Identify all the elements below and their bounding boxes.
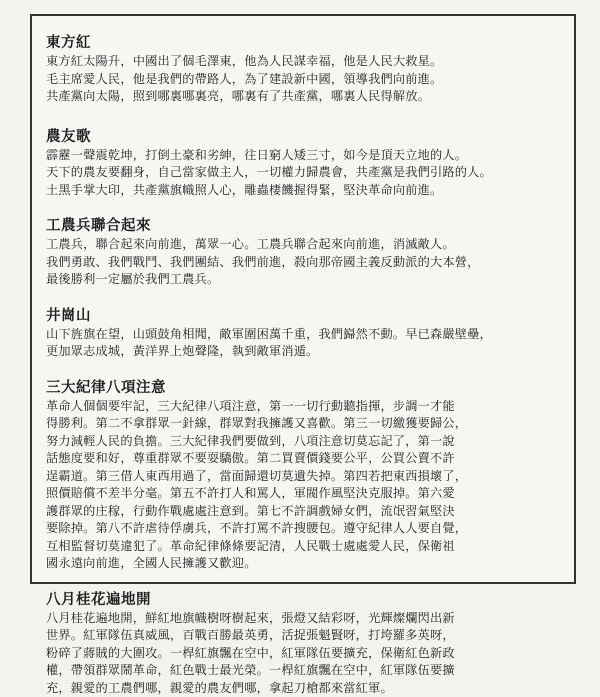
lyric-line: 山下旌旗在望，山頭鼓角相聞，敵軍圍困萬千重，我們巋然不動。早已森嚴壁壘， bbox=[46, 326, 564, 344]
lyric-line: 得勝利。第二不拿群眾一針線，群眾對我擁護又喜歡。第三一切繳獲要歸公， bbox=[46, 415, 564, 433]
lyric-line: 話態度要和好，尊重群眾不要耍驕傲。第二買賣價錢要公平，公買公賣不許 bbox=[46, 450, 564, 468]
lyric-line: 霹靂一聲震乾坤，打倒土豪和劣紳，往日窮人矮三寸，如今是頂天立地的人。 bbox=[46, 147, 564, 165]
song-section-jinggangshan bbox=[46, 307, 564, 361]
lyric-line: 充，親愛的工農們哪，親愛的農友們哪，拿起刀槍都來當紅軍。 bbox=[46, 680, 564, 697]
lyric-line: 東方紅太陽升，中國出了個毛澤東，他為人民謀幸福，他是人民大救星。 bbox=[46, 53, 564, 71]
lyric-line: 粉碎了蔣賊的大圍攻。一桿紅旗飄在空中，紅軍隊伍要擴充，保衛紅色新政 bbox=[46, 645, 564, 663]
lyric-line: 共產黨向太陽，照到哪裏哪裏亮，哪裏有了共產黨，哪裏人民得解放。 bbox=[46, 88, 564, 106]
song-section-nongyouge bbox=[46, 128, 564, 200]
lyric-line: 國永遠向前進，全國人民擁護又歡迎。 bbox=[46, 555, 564, 573]
lyric-line: 八月桂花遍地開，鮮紅地旗幟樹呀樹起來，張燈又結彩呀，光輝燦爛閃出新 bbox=[46, 610, 564, 628]
song-section-sandajilv bbox=[46, 379, 564, 573]
lyric-line: 工農兵，聯合起來向前進，萬眾一心。工農兵聯合起來向前進，消滅敵人。 bbox=[46, 236, 564, 254]
lyric-line: 逞霸道。第三借人東西用過了，當面歸還切莫遺失掉。第四若把東西損壞了， bbox=[46, 468, 564, 486]
lyric-line: 最後勝利一定屬於我們工農兵。 bbox=[46, 271, 564, 289]
song-section-bayueguihua bbox=[46, 591, 564, 697]
lyric-line: 天下的農友要翻身，自己當家做主人，一切權力歸農會，共產黨是我們引路的人。 bbox=[46, 164, 564, 182]
song-title: 東方紅 bbox=[46, 34, 564, 52]
lyric-line: 更加眾志成城，黃洋界上炮聲隆，執到敵軍消遁。 bbox=[46, 343, 564, 361]
lyrics-content bbox=[46, 34, 564, 697]
song-title: 八月桂花遍地開 bbox=[46, 591, 564, 609]
lyric-line: 世界。紅軍隊伍真威風，百戰百勝最英勇，活捉張魁賢呀，打垮羅多英呀， bbox=[46, 627, 564, 645]
song-title: 農友歌 bbox=[46, 128, 564, 146]
song-title: 工農兵聯合起來 bbox=[46, 217, 564, 235]
song-section-dongfanghong bbox=[46, 34, 564, 106]
lyric-line: 權，帶領群眾鬧革命，紅色戰士最光榮。一桿紅旗飄在空中，紅軍隊伍要擴 bbox=[46, 662, 564, 680]
lyric-line: 互相監督切莫違犯了。革命紀律條條要記清，人民戰士處處愛人民，保衛祖 bbox=[46, 538, 564, 556]
lyric-line: 努力減輕人民的負擔。三大紀律我們要做到，八項注意切莫忘記了，第一說 bbox=[46, 433, 564, 451]
lyric-line: 護群眾的庄稼，行動作戰處處注意到。第七不許調戲婦女們，流氓習氣堅決 bbox=[46, 503, 564, 521]
song-title: 三大紀律八項注意 bbox=[46, 379, 564, 397]
lyric-line: 我們勇敢、我們戰鬥、我們團結、我們前進，殺向那帝國主義反動派的大本營， bbox=[46, 254, 564, 272]
lyric-line: 照價賠償不差半分毫。第五不許打人和罵人，軍閥作風堅決克服掉。第六愛 bbox=[46, 485, 564, 503]
song-title: 井崗山 bbox=[46, 307, 564, 325]
lyric-line: 要除掉。第八不許虐待俘虜兵，不許打罵不許搜腰包。遵守紀律人人要自覺， bbox=[46, 520, 564, 538]
lyric-line: 革命人個個要牢記，三大紀律八項注意，第一一切行動聽指揮，步調一才能 bbox=[46, 398, 564, 416]
lyric-line: 土黑手掌大印，共產黨旗幟照人心，雕蟲棲饑握得緊，堅決革命向前進。 bbox=[46, 182, 564, 200]
lyric-line: 毛主席愛人民，他是我們的帶路人，為了建設新中國，領導我們向前進。 bbox=[46, 71, 564, 89]
song-section-gongnongbing bbox=[46, 217, 564, 289]
